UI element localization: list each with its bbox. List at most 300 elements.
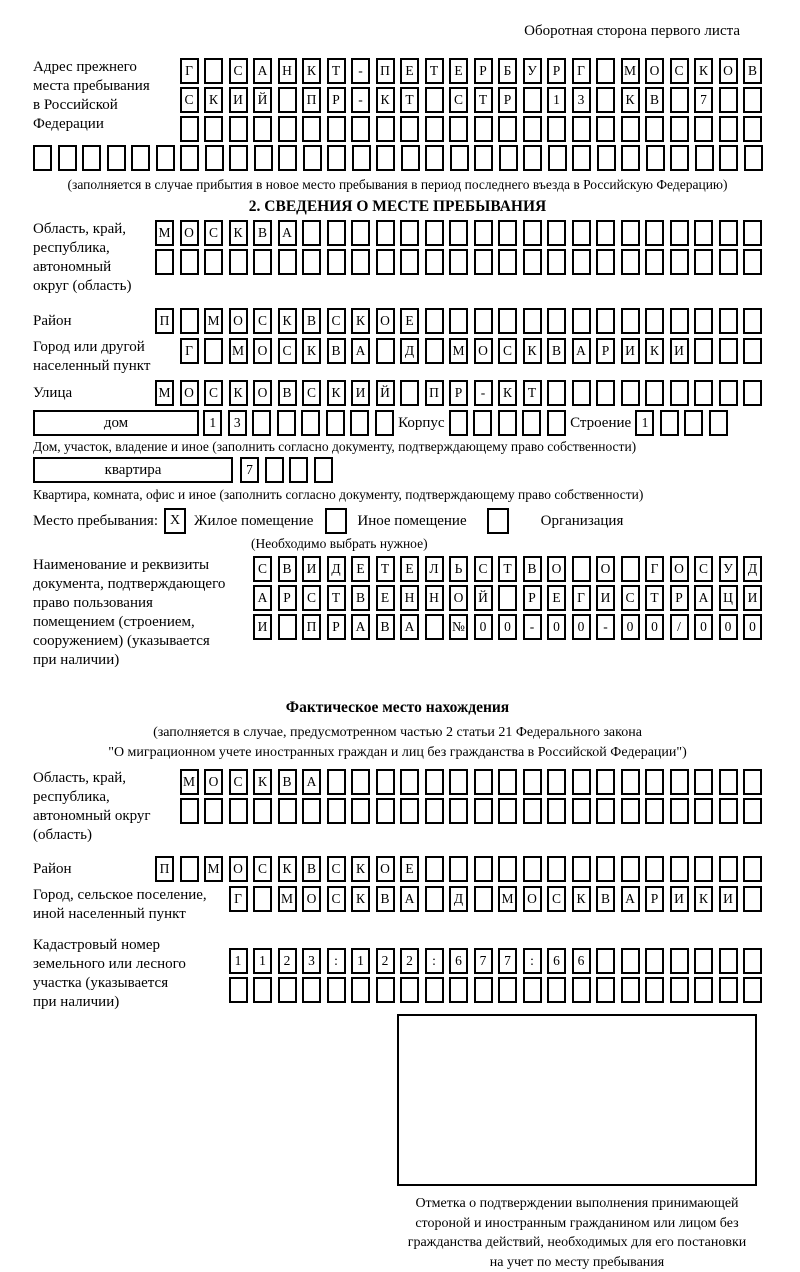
form-cell[interactable]: Г: [572, 585, 591, 611]
form-cell[interactable]: Д: [449, 886, 468, 912]
form-cell[interactable]: [180, 308, 199, 334]
form-cell[interactable]: [670, 308, 689, 334]
form-cell[interactable]: О: [547, 556, 566, 582]
fact-city-row[interactable]: [229, 886, 763, 912]
form-cell[interactable]: [547, 798, 566, 824]
form-cell[interactable]: В: [596, 886, 615, 912]
form-cell[interactable]: К: [253, 769, 272, 795]
form-cell[interactable]: [278, 145, 297, 171]
form-cell[interactable]: [743, 249, 762, 275]
form-cell[interactable]: [425, 308, 444, 334]
form-cell[interactable]: 1: [253, 948, 272, 974]
form-cell[interactable]: [498, 249, 517, 275]
form-cell[interactable]: /: [670, 614, 689, 640]
form-cell[interactable]: [33, 145, 52, 171]
form-cell[interactable]: [400, 116, 419, 142]
form-cell[interactable]: [670, 977, 689, 1003]
form-cell[interactable]: Р: [596, 338, 615, 364]
form-cell[interactable]: [547, 220, 566, 246]
form-cell[interactable]: [572, 308, 591, 334]
form-cell[interactable]: 2: [400, 948, 419, 974]
form-cell[interactable]: [449, 308, 468, 334]
checkbox-residential[interactable]: X: [164, 508, 186, 534]
form-cell[interactable]: [474, 116, 493, 142]
form-cell[interactable]: [155, 249, 174, 275]
form-cell[interactable]: [425, 220, 444, 246]
form-cell[interactable]: С: [253, 308, 272, 334]
form-cell[interactable]: Е: [400, 58, 419, 84]
form-cell[interactable]: К: [327, 380, 346, 406]
form-cell[interactable]: [82, 145, 101, 171]
form-cell[interactable]: М: [204, 308, 223, 334]
form-cell[interactable]: [572, 249, 591, 275]
form-cell[interactable]: К: [572, 886, 591, 912]
form-cell[interactable]: [596, 220, 615, 246]
form-cell[interactable]: К: [278, 856, 297, 882]
form-cell[interactable]: О: [180, 220, 199, 246]
form-cell[interactable]: У: [523, 58, 542, 84]
form-cell[interactable]: [621, 977, 640, 1003]
form-cell[interactable]: [376, 977, 395, 1003]
form-cell[interactable]: [596, 856, 615, 882]
form-cell[interactable]: Т: [327, 585, 346, 611]
form-cell[interactable]: [547, 380, 566, 406]
form-cell[interactable]: Е: [351, 556, 370, 582]
form-cell[interactable]: [425, 886, 444, 912]
form-cell[interactable]: С: [204, 220, 223, 246]
form-cell[interactable]: [547, 977, 566, 1003]
stroenie-row[interactable]: [635, 410, 728, 436]
form-cell[interactable]: К: [351, 856, 370, 882]
form-cell[interactable]: [400, 798, 419, 824]
form-cell[interactable]: [498, 977, 517, 1003]
form-cell[interactable]: М: [180, 769, 199, 795]
form-cell[interactable]: Т: [498, 556, 517, 582]
form-cell[interactable]: [449, 977, 468, 1003]
form-cell[interactable]: [645, 116, 664, 142]
fact-region-row-1[interactable]: [180, 769, 763, 795]
form-cell[interactable]: Г: [180, 58, 199, 84]
form-cell[interactable]: №: [449, 614, 468, 640]
form-cell[interactable]: Г: [645, 556, 664, 582]
document-row-2[interactable]: [253, 585, 762, 611]
form-cell[interactable]: [743, 886, 762, 912]
form-cell[interactable]: [327, 145, 346, 171]
form-cell[interactable]: О: [302, 886, 321, 912]
form-cell[interactable]: [670, 380, 689, 406]
form-cell[interactable]: Т: [474, 87, 493, 113]
form-cell[interactable]: [449, 798, 468, 824]
form-cell[interactable]: [474, 308, 493, 334]
form-cell[interactable]: И: [670, 886, 689, 912]
form-cell[interactable]: 6: [449, 948, 468, 974]
form-cell[interactable]: [523, 856, 542, 882]
form-cell[interactable]: [719, 308, 738, 334]
form-cell[interactable]: В: [302, 856, 321, 882]
form-cell[interactable]: Д: [743, 556, 762, 582]
form-cell[interactable]: В: [302, 308, 321, 334]
form-cell[interactable]: [572, 220, 591, 246]
form-cell[interactable]: А: [694, 585, 713, 611]
form-cell[interactable]: [352, 145, 371, 171]
form-cell[interactable]: [743, 308, 762, 334]
form-cell[interactable]: [425, 145, 444, 171]
form-cell[interactable]: [425, 116, 444, 142]
street-row[interactable]: [155, 380, 762, 406]
form-cell[interactable]: Б: [498, 58, 517, 84]
form-cell[interactable]: Г: [229, 886, 248, 912]
form-cell[interactable]: [694, 380, 713, 406]
form-cell[interactable]: [351, 769, 370, 795]
form-cell[interactable]: О: [449, 585, 468, 611]
form-cell[interactable]: [694, 856, 713, 882]
form-cell[interactable]: [180, 116, 199, 142]
form-cell[interactable]: [596, 116, 615, 142]
form-cell[interactable]: [327, 977, 346, 1003]
form-cell[interactable]: [253, 249, 272, 275]
form-cell[interactable]: В: [376, 886, 395, 912]
form-cell[interactable]: [596, 380, 615, 406]
form-cell[interactable]: [596, 308, 615, 334]
form-cell[interactable]: -: [523, 614, 542, 640]
form-cell[interactable]: -: [351, 58, 370, 84]
fact-district-row[interactable]: [155, 856, 762, 882]
prev-address-row-1[interactable]: [180, 58, 763, 84]
korpus-row[interactable]: [449, 410, 566, 436]
form-cell[interactable]: 1: [635, 410, 654, 436]
form-cell[interactable]: К: [302, 58, 321, 84]
form-cell[interactable]: [523, 87, 542, 113]
form-cell[interactable]: Т: [327, 58, 346, 84]
form-cell[interactable]: [375, 410, 394, 436]
form-cell[interactable]: [743, 87, 762, 113]
form-cell[interactable]: [229, 145, 248, 171]
form-cell[interactable]: П: [155, 856, 174, 882]
form-cell[interactable]: А: [400, 614, 419, 640]
form-cell[interactable]: [253, 798, 272, 824]
form-cell[interactable]: [107, 145, 126, 171]
form-cell[interactable]: [498, 798, 517, 824]
document-row-1[interactable]: [253, 556, 762, 582]
form-cell[interactable]: О: [204, 769, 223, 795]
form-cell[interactable]: [694, 948, 713, 974]
form-cell[interactable]: [277, 410, 296, 436]
form-cell[interactable]: [572, 798, 591, 824]
form-cell[interactable]: [719, 338, 738, 364]
form-cell[interactable]: М: [204, 856, 223, 882]
form-cell[interactable]: [327, 220, 346, 246]
form-cell[interactable]: [474, 145, 493, 171]
form-cell[interactable]: [498, 585, 517, 611]
form-cell[interactable]: [670, 798, 689, 824]
region-row-1[interactable]: [155, 220, 762, 246]
form-cell[interactable]: [670, 856, 689, 882]
form-cell[interactable]: [302, 116, 321, 142]
form-cell[interactable]: К: [351, 886, 370, 912]
form-cell[interactable]: [278, 977, 297, 1003]
form-cell[interactable]: [499, 145, 518, 171]
form-cell[interactable]: 0: [743, 614, 762, 640]
form-cell[interactable]: [719, 948, 738, 974]
form-cell[interactable]: О: [180, 380, 199, 406]
form-cell[interactable]: [621, 116, 640, 142]
form-cell[interactable]: [572, 380, 591, 406]
form-cell[interactable]: Й: [474, 585, 493, 611]
form-cell[interactable]: 0: [694, 614, 713, 640]
form-cell[interactable]: [572, 116, 591, 142]
form-cell[interactable]: [621, 145, 640, 171]
form-cell[interactable]: [719, 249, 738, 275]
form-cell[interactable]: [596, 977, 615, 1003]
form-cell[interactable]: С: [547, 886, 566, 912]
form-cell[interactable]: С: [498, 338, 517, 364]
checkbox-other-premises[interactable]: [325, 508, 347, 534]
form-cell[interactable]: [523, 116, 542, 142]
form-cell[interactable]: 1: [203, 410, 222, 436]
form-cell[interactable]: П: [425, 380, 444, 406]
form-cell[interactable]: [743, 948, 762, 974]
form-cell[interactable]: [425, 798, 444, 824]
form-cell[interactable]: [425, 338, 444, 364]
form-cell[interactable]: [694, 798, 713, 824]
form-cell[interactable]: [719, 380, 738, 406]
form-cell[interactable]: [449, 856, 468, 882]
form-cell[interactable]: 7: [474, 948, 493, 974]
form-cell[interactable]: [278, 614, 297, 640]
form-cell[interactable]: [265, 457, 284, 483]
form-cell[interactable]: 6: [547, 948, 566, 974]
form-cell[interactable]: К: [302, 338, 321, 364]
form-cell[interactable]: С: [694, 556, 713, 582]
form-cell[interactable]: [204, 116, 223, 142]
fact-region-row-2[interactable]: [180, 798, 763, 824]
form-cell[interactable]: [694, 220, 713, 246]
form-cell[interactable]: И: [596, 585, 615, 611]
form-cell[interactable]: 6: [572, 948, 591, 974]
form-cell[interactable]: [670, 220, 689, 246]
form-cell[interactable]: Ц: [719, 585, 738, 611]
prev-address-row-4[interactable]: [33, 145, 762, 171]
form-cell[interactable]: А: [302, 769, 321, 795]
form-cell[interactable]: [351, 249, 370, 275]
form-cell[interactable]: [719, 769, 738, 795]
form-cell[interactable]: 7: [240, 457, 259, 483]
form-cell[interactable]: В: [278, 769, 297, 795]
form-cell[interactable]: [131, 145, 150, 171]
form-cell[interactable]: [694, 116, 713, 142]
form-cell[interactable]: В: [327, 338, 346, 364]
form-cell[interactable]: [376, 769, 395, 795]
form-cell[interactable]: [719, 220, 738, 246]
form-cell[interactable]: [621, 769, 640, 795]
form-cell[interactable]: О: [376, 856, 395, 882]
form-cell[interactable]: [376, 338, 395, 364]
form-cell[interactable]: [719, 798, 738, 824]
form-cell[interactable]: К: [523, 338, 542, 364]
form-cell[interactable]: В: [253, 220, 272, 246]
form-cell[interactable]: О: [523, 886, 542, 912]
form-cell[interactable]: :: [327, 948, 346, 974]
form-cell[interactable]: 0: [498, 614, 517, 640]
form-cell[interactable]: И: [351, 380, 370, 406]
form-cell[interactable]: [596, 769, 615, 795]
form-cell[interactable]: Й: [376, 380, 395, 406]
form-cell[interactable]: О: [253, 380, 272, 406]
form-cell[interactable]: У: [719, 556, 738, 582]
cadastral-row-2[interactable]: [229, 977, 763, 1003]
form-cell[interactable]: А: [621, 886, 640, 912]
form-cell[interactable]: В: [743, 58, 762, 84]
form-cell[interactable]: [425, 87, 444, 113]
form-cell[interactable]: [645, 856, 664, 882]
form-cell[interactable]: О: [670, 556, 689, 582]
form-cell[interactable]: П: [302, 87, 321, 113]
form-cell[interactable]: М: [498, 886, 517, 912]
form-cell[interactable]: [645, 977, 664, 1003]
form-cell[interactable]: [743, 220, 762, 246]
form-cell[interactable]: [498, 856, 517, 882]
house-type-box[interactable]: дом: [33, 410, 199, 436]
form-cell[interactable]: :: [523, 948, 542, 974]
form-cell[interactable]: К: [694, 58, 713, 84]
form-cell[interactable]: Е: [376, 585, 395, 611]
form-cell[interactable]: Л: [425, 556, 444, 582]
form-cell[interactable]: [670, 145, 689, 171]
form-cell[interactable]: [645, 308, 664, 334]
form-cell[interactable]: 0: [645, 614, 664, 640]
form-cell[interactable]: [278, 116, 297, 142]
form-cell[interactable]: [376, 145, 395, 171]
form-cell[interactable]: [719, 977, 738, 1003]
form-cell[interactable]: А: [572, 338, 591, 364]
form-cell[interactable]: [450, 145, 469, 171]
form-cell[interactable]: А: [400, 886, 419, 912]
form-cell[interactable]: С: [670, 58, 689, 84]
form-cell[interactable]: [572, 977, 591, 1003]
form-cell[interactable]: [596, 948, 615, 974]
form-cell[interactable]: Й: [253, 87, 272, 113]
form-cell[interactable]: [351, 977, 370, 1003]
form-cell[interactable]: [400, 220, 419, 246]
form-cell[interactable]: 3: [228, 410, 247, 436]
checkbox-organization[interactable]: [487, 508, 509, 534]
form-cell[interactable]: [621, 249, 640, 275]
form-cell[interactable]: И: [743, 585, 762, 611]
form-cell[interactable]: Р: [498, 87, 517, 113]
form-cell[interactable]: [645, 798, 664, 824]
form-cell[interactable]: М: [278, 886, 297, 912]
form-cell[interactable]: [694, 977, 713, 1003]
form-cell[interactable]: [425, 856, 444, 882]
form-cell[interactable]: И: [719, 886, 738, 912]
form-cell[interactable]: И: [302, 556, 321, 582]
form-cell[interactable]: Е: [400, 556, 419, 582]
form-cell[interactable]: С: [621, 585, 640, 611]
form-cell[interactable]: И: [670, 338, 689, 364]
form-cell[interactable]: [695, 145, 714, 171]
form-cell[interactable]: [694, 249, 713, 275]
district-row[interactable]: [155, 308, 762, 334]
form-cell[interactable]: [547, 116, 566, 142]
form-cell[interactable]: [498, 116, 517, 142]
form-cell[interactable]: [350, 410, 369, 436]
form-cell[interactable]: [709, 410, 728, 436]
form-cell[interactable]: [572, 145, 591, 171]
form-cell[interactable]: [596, 249, 615, 275]
form-cell[interactable]: [474, 220, 493, 246]
form-cell[interactable]: [351, 798, 370, 824]
form-cell[interactable]: [596, 58, 615, 84]
form-cell[interactable]: [449, 769, 468, 795]
form-cell[interactable]: [523, 145, 542, 171]
form-cell[interactable]: В: [278, 380, 297, 406]
form-cell[interactable]: [326, 410, 345, 436]
form-cell[interactable]: Р: [327, 614, 346, 640]
form-cell[interactable]: С: [229, 769, 248, 795]
form-cell[interactable]: [204, 58, 223, 84]
form-cell[interactable]: [204, 798, 223, 824]
form-cell[interactable]: 1: [229, 948, 248, 974]
form-cell[interactable]: [278, 798, 297, 824]
city-row[interactable]: [180, 338, 763, 364]
form-cell[interactable]: [289, 457, 308, 483]
form-cell[interactable]: Р: [645, 886, 664, 912]
form-cell[interactable]: [376, 116, 395, 142]
form-cell[interactable]: [547, 410, 566, 436]
form-cell[interactable]: С: [204, 380, 223, 406]
form-cell[interactable]: [743, 769, 762, 795]
form-cell[interactable]: А: [253, 585, 272, 611]
form-cell[interactable]: :: [425, 948, 444, 974]
form-cell[interactable]: [645, 948, 664, 974]
form-cell[interactable]: С: [327, 308, 346, 334]
form-cell[interactable]: [301, 410, 320, 436]
form-cell[interactable]: [302, 220, 321, 246]
form-cell[interactable]: К: [376, 87, 395, 113]
form-cell[interactable]: [522, 410, 541, 436]
form-cell[interactable]: [694, 308, 713, 334]
form-cell[interactable]: [229, 249, 248, 275]
form-cell[interactable]: [327, 116, 346, 142]
form-cell[interactable]: [449, 220, 468, 246]
form-cell[interactable]: С: [180, 87, 199, 113]
form-cell[interactable]: [474, 249, 493, 275]
form-cell[interactable]: М: [155, 220, 174, 246]
form-cell[interactable]: [743, 977, 762, 1003]
form-cell[interactable]: [204, 338, 223, 364]
form-cell[interactable]: [743, 116, 762, 142]
form-cell[interactable]: [547, 308, 566, 334]
form-cell[interactable]: [351, 220, 370, 246]
form-cell[interactable]: [621, 308, 640, 334]
form-cell[interactable]: [621, 856, 640, 882]
form-cell[interactable]: Ь: [449, 556, 468, 582]
form-cell[interactable]: [278, 87, 297, 113]
document-row-3[interactable]: [253, 614, 762, 640]
form-cell[interactable]: [302, 798, 321, 824]
form-cell[interactable]: Р: [278, 585, 297, 611]
form-cell[interactable]: [597, 145, 616, 171]
form-cell[interactable]: [376, 249, 395, 275]
form-cell[interactable]: Д: [400, 338, 419, 364]
form-cell[interactable]: М: [155, 380, 174, 406]
form-cell[interactable]: [400, 977, 419, 1003]
form-cell[interactable]: [474, 856, 493, 882]
form-cell[interactable]: 7: [694, 87, 713, 113]
apartment-type-box[interactable]: квартира: [33, 457, 233, 483]
form-cell[interactable]: [327, 249, 346, 275]
form-cell[interactable]: Г: [572, 58, 591, 84]
